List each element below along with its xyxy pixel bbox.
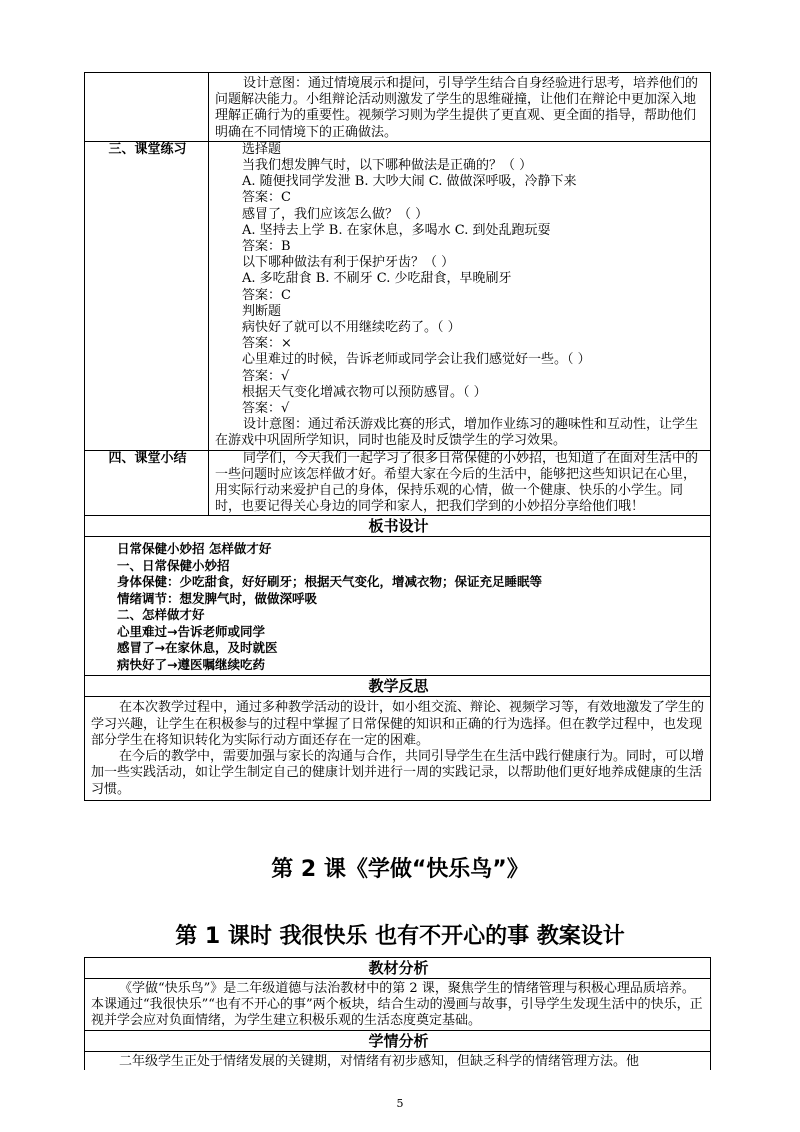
material-text: 《学做“快乐鸟”》是二年级道德与法治教材中的第 2 课，聚焦学生的情绪管理与积极心理品质培养。本课通过“我很快乐”“也有不开心的事”两个板块，结合生动的漫画与故事，引导学生发现生活中的快乐，正视并学会应对负面情绪，为学生建立积极乐观的生活态度奠定基础。 (91, 981, 703, 1029)
practice-line: 心里难过的时候，告诉老师或同学会让我们感觉好一些。（ ） (242, 352, 591, 368)
reflection-paragraph-2: 在今后的教学中，需要加强与家长的沟通与合作，共同引导学生在生活中践行健康行为。同时，可以增加一些实践活动，如让学生制定自己的健康计划并进行一周的实践记录，以帮助他们更好地养成健康的生活习惯。 (91, 749, 705, 797)
reflection-paragraph-1: 在本次教学过程中，通过多种教学活动的设计，如小组交流、辩论、视频学习等，有效地激发了学生的学习兴趣，让学生在积极参与的过程中掌握了日常保健的知识和正确的行为选择。但在教学过程中，也发现部分学生在将知识转化为实际行动方面还存在一定的困难。 (91, 700, 705, 748)
student-content-row (85, 1051, 711, 1070)
practice-line: 病快好了就可以不用继续吃药了。（ ） (242, 320, 461, 336)
board-header-row (85, 516, 711, 537)
practice-line: 答案：C (242, 287, 291, 303)
board-header: 板书设计 (85, 516, 711, 537)
practice-line: 以下哪种做法有利于保护牙齿？（ ） (242, 255, 455, 271)
practice-label: 三、课堂练习 (85, 141, 209, 450)
design-intent-cell (209, 73, 711, 142)
board-line: 一、日常保健小妙招 (117, 557, 230, 573)
summary-cell (209, 450, 711, 516)
reflection-header: 教学反思 (85, 676, 711, 697)
lesson-subtitle: 第 1 课时 我很快乐 也有不开心的事 教案设计 (175, 924, 625, 949)
empty-label-cell (85, 73, 209, 142)
reflection-content-row (85, 697, 711, 800)
material-header: 教材分析 (85, 958, 711, 979)
practice-line: 答案：B (242, 239, 291, 255)
board-line: 心里难过→告诉老师或同学 (117, 623, 265, 639)
practice-line: 答案：× (242, 336, 292, 352)
practice-line: 判断题 (242, 303, 282, 319)
student-text: 二年级学生正处于情绪发展的关键期，对情绪有初步感知，但缺乏科学的情绪管理方法。他 (119, 1053, 640, 1069)
practice-line: A. 随便找同学发泄 B. 大吵大闹 C. 做做深呼吸，冷静下来 (242, 174, 577, 190)
board-content (85, 537, 711, 676)
practice-line: 答案：C (242, 190, 291, 206)
practice-line: A. 多吃甜食 B. 不刷牙 C. 少吃甜食，早晚刷牙 (242, 271, 512, 287)
practice-row (85, 141, 711, 450)
practice-line: A. 坚持去上学 B. 在家休息，多喝水 C. 到处乱跑玩耍 (242, 222, 551, 238)
practice-design-intent: 设计意图：通过希沃游戏比赛的形式，增加作业练习的趣味性和互动性，让学生在游戏中巩固所学知识，同时也能及时反馈学生的学习效果。 (215, 417, 699, 449)
lesson-plan-table (84, 72, 711, 801)
design-intent-text: 设计意图：通过情境展示和提问，引导学生结合自身经验进行思考，培养他们的问题解决能力。小组辩论活动则激发了学生的思维碰撞，让他们在辩论中更加深入地理解正确行为的重要性。视频学习则为学生提供了更直观、更全面的指导，帮助他们明确在不同情境下的正确做法。 (215, 76, 699, 140)
student-header: 学情分析 (85, 1030, 711, 1051)
board-line: 二、怎样做才好 (117, 607, 205, 623)
material-header-row (85, 958, 711, 979)
material-content (85, 979, 711, 1031)
practice-line: 选择题 (242, 141, 282, 157)
lesson-title: 第 2 课《学做“快乐鸟”》 (271, 857, 529, 882)
practice-line: 答案：√ (242, 368, 290, 384)
practice-line: 答案：√ (242, 401, 290, 417)
practice-cell (209, 141, 711, 450)
material-content-row (85, 979, 711, 1031)
practice-line: 当我们想发脾气时，以下哪种做法是正确的？（ ） (242, 158, 533, 174)
practice-line: 根据天气变化增减衣物可以预防感冒。（ ） (242, 384, 487, 400)
practice-line: 感冒了，我们应该怎么做？（ ） (242, 206, 429, 222)
reflection-content (85, 697, 711, 800)
reflection-header-row (85, 676, 711, 697)
board-content-row (85, 537, 711, 676)
student-header-row (85, 1030, 711, 1051)
board-line: 病快好了→遵医嘱继续吃药 (117, 656, 265, 672)
summary-label: 四、课堂小结 (85, 450, 209, 516)
summary-text: 同学们，今天我们一起学习了很多日常保健的小妙招，也知道了在面对生活中的一些问题时应该怎样做才好。希望大家在今后的生活中，能够把这些知识记在心里，用实际行动来爱护自己的身体，保持乐观的心情，做一个健康、快乐的小学生。同时，也要记得关心身边的同学和家人，把我们学到的小妙招分享给他们哦！ (215, 450, 699, 515)
board-line: 日常保健小妙招 怎样做才好 (117, 541, 272, 557)
page-number: 5 (396, 1097, 404, 1110)
board-line: 身体保健：少吃甜食，好好刷牙；根据天气变化，增减衣物；保证充足睡眠等 (117, 574, 543, 590)
student-content (85, 1051, 711, 1070)
summary-row (85, 450, 711, 516)
design-intent-row (85, 73, 711, 142)
lesson-analysis-table (84, 957, 711, 1070)
board-line: 情绪调节：想发脾气时，做做深呼吸 (117, 590, 318, 606)
board-line: 感冒了→在家休息，及时就医 (117, 640, 278, 656)
